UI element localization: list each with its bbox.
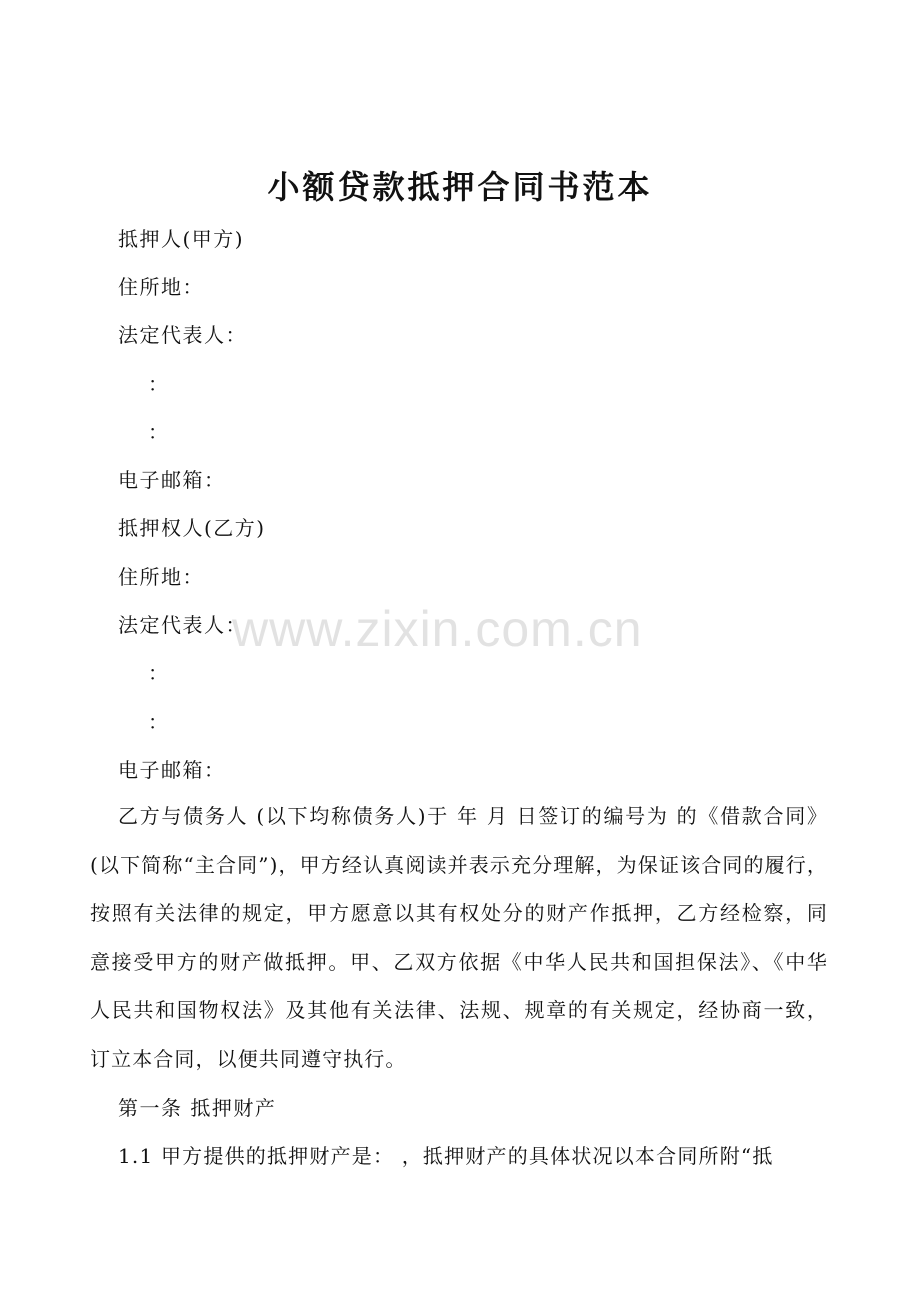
article-1-clause-1: 1.1 甲方提供的抵押财产是： ，抵押财产的具体状况以本合同所附“抵 xyxy=(118,1144,774,1168)
party-b-address-label: 住所地： xyxy=(118,565,204,589)
party-a-email-label: 电子邮箱： xyxy=(118,468,226,492)
party-a-heading: 抵押人(甲方) xyxy=(118,227,245,251)
document-title: 小额贷款抵押合同书范本 xyxy=(267,168,653,206)
party-b-heading: 抵押权人(乙方) xyxy=(118,516,266,540)
party-b-blank-line-2: ： xyxy=(148,710,170,734)
party-a-blank-line-2: ： xyxy=(148,420,170,444)
party-a-legal-rep-label: 法定代表人： xyxy=(118,323,247,347)
party-b-legal-rep-label: 法定代表人： xyxy=(118,613,247,637)
party-b-email-label: 电子邮箱： xyxy=(118,758,226,782)
watermark: www.zixin.com.cn xyxy=(232,601,643,657)
preamble-paragraph: 乙方与债务人 (以下均称债务人)于 年 月 日签订的编号为 的《借款合同》(以下简称“主合同”)，甲方经认真阅读并表示充分理解，为保证该合同的履行，按照有关法律的规定，甲方愿意以其有权处分的财产作抵押，乙方经检察，同意接受甲方的财产做抵押。甲、乙双方依据《中华人民共和国担保法》、《中华人民共和国物权法》及其他有关法律、法规、规章的有关规定，经协商一致，订立本合同，以便共同遵守执行。 xyxy=(90,804,828,1071)
party-a-address-label: 住所地： xyxy=(118,275,204,299)
party-b-blank-line-1: ： xyxy=(148,661,170,685)
party-a-blank-line-1: ： xyxy=(148,372,170,396)
article-1-heading: 第一条 抵押财产 xyxy=(118,1096,277,1120)
